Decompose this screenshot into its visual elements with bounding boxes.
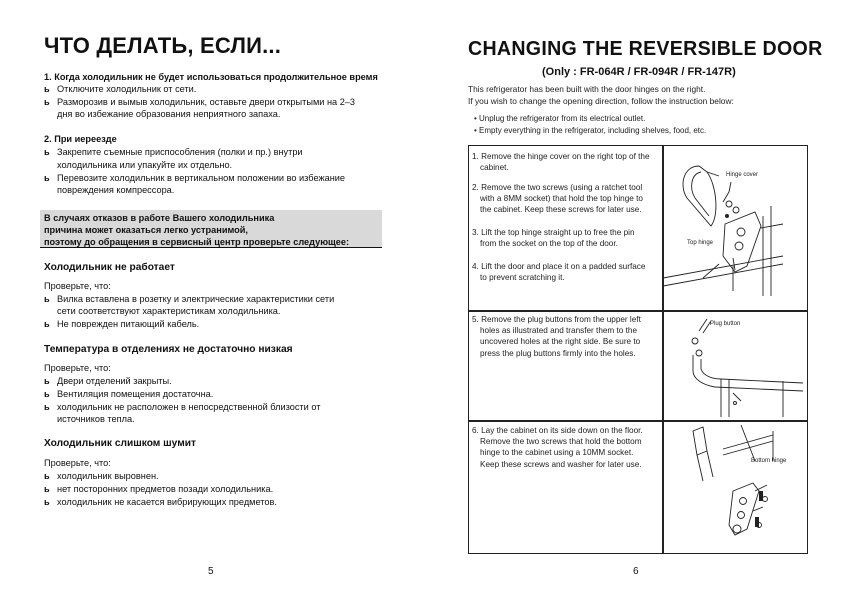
- precaution-item: • Unplug the refrigerator from its electrical outlet.: [474, 114, 646, 123]
- label-plug-button: Plug button: [710, 321, 741, 327]
- model-subtitle: (Only : FR-064R / FR-094R / FR-147R): [542, 66, 736, 78]
- top-hinge-shape: [723, 212, 761, 272]
- list-item: ь Двери отделений закрыты.: [44, 376, 172, 386]
- step-2: 2. Remove the two screws (using a ratchet tool with a 8MM socket) that hold the top hinge to the cabinet. Keep these screws for later use.: [472, 183, 643, 215]
- list-item: ь холодильник не касается вибрирующих предметов.: [44, 497, 277, 507]
- list-item: ь Не поврежден питающий кабель.: [44, 319, 200, 329]
- step-3: 3. Lift the top hinge straight up to free the pin from the socket on the top of the door.: [472, 228, 635, 249]
- list-item: ь Вентиляция помещения достаточна.: [44, 389, 214, 399]
- list-item: ь нет посторонних предметов позади холодильника.: [44, 484, 274, 494]
- warning-line: причина может оказаться легко устранимой,: [44, 225, 248, 235]
- intro-line: If you wish to change the opening direction, follow the instruction below:: [468, 96, 734, 106]
- section2-heading: 2. При иерeезде: [44, 134, 117, 144]
- hinge-cover-shape: [683, 166, 716, 226]
- list-item-continuation: повреждения компрессора.: [57, 185, 175, 195]
- step-4: 4. Lift the door and place it on a padded surface to prevent scratching it.: [472, 262, 646, 283]
- label-bottom-hinge: Bottom hinge: [751, 458, 787, 464]
- left-page-title: ЧТО ДЕЛАТЬ, ЕСЛИ...: [44, 33, 282, 58]
- page-number-left: 5: [208, 566, 214, 577]
- warning-line: поэтому до обращения в сервисный центр проверьте следующее:: [44, 237, 350, 247]
- list-item: ь Перевозите холодильник в вертикальном положении во избежание: [44, 173, 346, 183]
- list-item-continuation: дня во избежание образования неприятного запаха.: [57, 109, 281, 119]
- list-item: ь Вилка вставлена в розетку и электрические характеристики сети: [44, 294, 335, 304]
- plug-button-illustration: [663, 311, 805, 419]
- step-6: 6. Lay the cabinet on its side down on the floor. Remove the two screws that hold the bottom hinge to the cabinet using a 10MM socket. Keep these screws and washer for later use.: [472, 426, 643, 469]
- trouble2-title: Температура в отделениях не достаточно низкая: [44, 344, 293, 355]
- label-top-hinge: Top hinge: [687, 240, 714, 246]
- warning-line: В случаях отказов в работе Вашего холодильника: [44, 213, 275, 223]
- check-label: Проверьте, что:: [44, 458, 111, 468]
- list-item: ь Отключите холодильник от сети.: [44, 84, 197, 94]
- list-item: ь Разморозив и вымыв холодильник, оставьте двери открытыми на 2–3: [44, 97, 356, 107]
- label-hinge-cover: Hinge cover: [726, 172, 759, 178]
- trouble1-title: Холодильник не работает: [44, 262, 175, 273]
- check-label: Проверьте, что:: [44, 281, 111, 291]
- list-item: ь Закрепите съемные приспособления (полки и пр.) внутри: [44, 147, 303, 157]
- page-number-right: 6: [633, 566, 639, 577]
- top-hinge-illustration: [663, 146, 805, 309]
- precaution-item: • Empty everything in the refrigerator, including shelves, food, etc.: [474, 126, 707, 135]
- section1-heading: 1. Когда холодильник не будет использоваться продолжительное время: [44, 72, 378, 82]
- step-5: 5. Remove the plug buttons from the upper left holes as illustrated and transfer them to the uncovered holes at the right side. Be sure to press the plug buttons firmly into the holes.: [472, 315, 641, 358]
- check-label: Проверьте, что:: [44, 363, 111, 373]
- warning-box: [40, 210, 382, 248]
- list-item-continuation: источников тепла.: [57, 414, 135, 424]
- bottom-hinge-illustration: [663, 421, 805, 551]
- intro-line: This refrigerator has been built with the door hinges on the right.: [468, 84, 706, 94]
- list-item-continuation: сети соответствуют характеристикам холодильника.: [57, 306, 281, 316]
- list-item-continuation: холодильника или упакуйте их отдельно.: [57, 160, 233, 170]
- trouble3-title: Холодильник слишком шумит: [44, 438, 196, 449]
- list-item: ь холодильник выровнен.: [44, 471, 159, 481]
- list-item: ь холодильник не расположен в непосредственной близости от: [44, 402, 321, 412]
- step-1: 1. Remove the hinge cover on the right top of the cabinet.: [472, 152, 650, 173]
- right-page-title: CHANGING THE REVERSIBLE DOOR: [468, 38, 823, 60]
